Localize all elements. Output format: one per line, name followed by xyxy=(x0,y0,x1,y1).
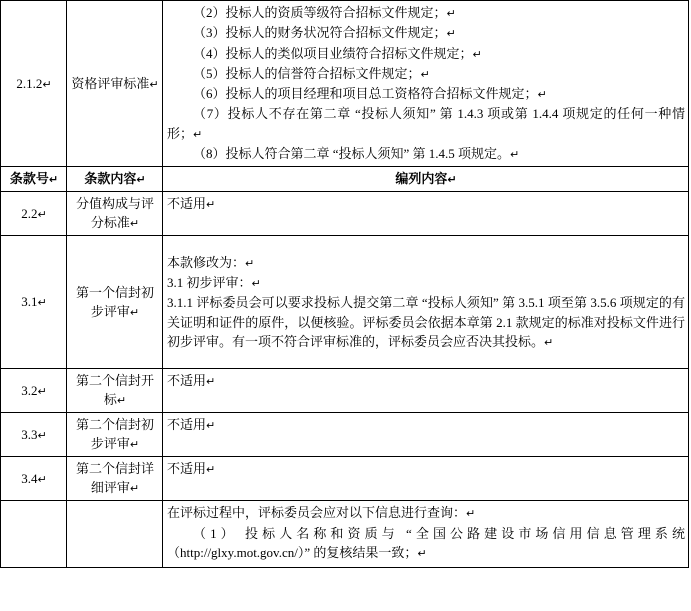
table-row xyxy=(1,457,689,501)
table-row xyxy=(1,236,689,369)
clause-content-cell xyxy=(163,192,689,236)
content-text: 在评标过程中，评标委员会应对以下信息进行查询： xyxy=(167,505,467,521)
pilcrow-mark: ↵ xyxy=(193,127,203,141)
content-line xyxy=(167,293,685,352)
clause-number: 3.1 xyxy=(21,294,38,310)
content-line xyxy=(167,459,685,479)
clause-title: 第二个信封初步评审 xyxy=(75,417,154,452)
pilcrow-mark: ↵ xyxy=(42,77,52,91)
table-row xyxy=(1,192,689,236)
pilcrow-mark: ↵ xyxy=(251,276,261,290)
content-line xyxy=(167,104,685,144)
pilcrow-mark: ↵ xyxy=(129,438,140,452)
clause-number: 2.1.2 xyxy=(16,75,43,91)
pilcrow-mark: ↵ xyxy=(245,256,255,270)
content-line xyxy=(167,84,685,104)
content-line xyxy=(167,194,685,214)
table-row xyxy=(1,369,689,413)
pilcrow-mark: ↵ xyxy=(206,375,216,389)
content-text: （5）投标人的信誉符合招标文件规定； xyxy=(193,65,421,81)
clause-title: 第二个信封开标 xyxy=(75,373,154,408)
pilcrow-mark: ↵ xyxy=(37,428,47,442)
pilcrow-mark: ↵ xyxy=(544,335,554,349)
clause-number-cell xyxy=(1,1,67,167)
pilcrow-mark: ↵ xyxy=(149,77,159,91)
content-text: （8）投标人符合第二章 “投标人须知” 第 1.4.5 项规定。 xyxy=(193,146,511,162)
clause-number-cell xyxy=(1,413,67,457)
clause-title: 第二个信封详细评审 xyxy=(75,461,154,496)
pilcrow-mark: ↵ xyxy=(129,305,140,319)
header-text: 条款内容 xyxy=(84,171,137,187)
clause-title: 第一个信封初步评审 xyxy=(75,284,154,319)
content-text: 不适用 xyxy=(167,373,207,389)
content-text: （6）投标人的项目经理和项目总工资格符合招标文件规定； xyxy=(193,86,538,102)
content-text: （4）投标人的类似项目业绩符合招标文件规定； xyxy=(193,45,473,61)
clause-number-cell xyxy=(1,501,67,568)
clause-content-cell xyxy=(163,369,689,413)
clause-content-cell xyxy=(163,236,689,369)
header-text: 编列内容 xyxy=(395,171,448,187)
content-line xyxy=(167,253,685,273)
pilcrow-mark: ↵ xyxy=(417,546,427,560)
content-line xyxy=(167,273,685,293)
pilcrow-mark: ↵ xyxy=(510,148,520,162)
content-text: 不适用 xyxy=(167,196,207,212)
pilcrow-mark: ↵ xyxy=(129,482,140,496)
clause-number: 2.2 xyxy=(21,205,38,221)
pilcrow-mark: ↵ xyxy=(37,296,47,310)
clause-content-cell xyxy=(163,413,689,457)
clause-title-cell xyxy=(67,1,163,167)
pilcrow-mark: ↵ xyxy=(466,507,476,521)
clause-number-cell xyxy=(1,236,67,369)
header-text: 条款号 xyxy=(9,171,49,187)
pilcrow-mark: ↵ xyxy=(206,463,216,477)
pilcrow-mark: ↵ xyxy=(48,173,59,187)
pilcrow-mark: ↵ xyxy=(37,472,47,486)
pilcrow-mark: ↵ xyxy=(136,173,146,187)
content-line xyxy=(167,371,685,391)
clause-title: 分值构成与评分标准 xyxy=(75,196,154,231)
header-clause-number xyxy=(1,167,67,192)
pilcrow-mark: ↵ xyxy=(37,207,47,221)
content-line xyxy=(167,144,685,164)
pilcrow-mark: ↵ xyxy=(116,394,127,408)
table-header-row xyxy=(1,167,689,192)
content-text: （2）投标人的资质等级符合招标文件规定； xyxy=(193,5,447,20)
content-text: 3.1 初步评审： xyxy=(167,274,252,290)
clause-number: 3.4 xyxy=(21,470,38,486)
clause-number: 3.2 xyxy=(21,382,38,398)
content-line xyxy=(167,23,685,43)
content-line xyxy=(167,503,685,523)
content-text: （1） 投标人名称和资质与 “全国公路建设市场信用信息管理系统（http://glxy.mot.gov.cn/）” 的复核结果一致； xyxy=(167,525,685,560)
clause-title-cell xyxy=(67,501,163,568)
content-text: （3）投标人的财务状况符合招标文件规定； xyxy=(193,25,447,41)
content-text: 不适用 xyxy=(167,417,207,433)
clause-title-cell xyxy=(67,457,163,501)
content-line xyxy=(167,44,685,64)
clause-number-cell xyxy=(1,192,67,236)
content-text: 3.1.1 评标委员会可以要求投标人提交第二章 “投标人须知” 第 3.5.1 项至第 3.5.6 项规定的有关证明和证件的原件，以便核验。评标委员会依据本章第 2.1 款规定的标准对投标文件进行初步评审。有一项不符合评审标准的，评标委员会应否决其投标。 xyxy=(167,295,685,349)
pilcrow-mark: ↵ xyxy=(37,384,47,398)
header-clause-content xyxy=(163,167,689,192)
content-text: （7）投标人不存在第二章 “投标人须知” 第 1.4.3 项或第 1.4.4 项规定的任何一种情形； xyxy=(167,106,685,141)
clause-number: 3.3 xyxy=(21,426,38,442)
content-line xyxy=(167,64,685,84)
content-text: 本款修改为： xyxy=(167,254,246,270)
pilcrow-mark: ↵ xyxy=(447,173,457,187)
pilcrow-mark: ↵ xyxy=(472,47,482,61)
clause-number-cell xyxy=(1,457,67,501)
pilcrow-mark: ↵ xyxy=(206,198,216,212)
table-row xyxy=(1,413,689,457)
pilcrow-mark: ↵ xyxy=(206,419,216,433)
pilcrow-mark: ↵ xyxy=(129,217,140,231)
content-line xyxy=(167,524,685,564)
clause-content-cell xyxy=(163,1,689,167)
clause-number-cell xyxy=(1,369,67,413)
pilcrow-mark: ↵ xyxy=(446,7,456,20)
table-row xyxy=(1,501,689,568)
clause-title-cell xyxy=(67,413,163,457)
content-line xyxy=(167,415,685,435)
pilcrow-mark: ↵ xyxy=(446,27,456,41)
content-text: 不适用 xyxy=(167,461,207,477)
header-clause-title xyxy=(67,167,163,192)
clause-title-cell xyxy=(67,236,163,369)
clause-title-cell xyxy=(67,369,163,413)
clause-content-cell xyxy=(163,501,689,568)
clause-content-cell xyxy=(163,457,689,501)
pilcrow-mark: ↵ xyxy=(420,67,430,81)
clause-title: 资格评审标准 xyxy=(71,75,150,91)
content-line xyxy=(167,3,685,23)
clause-title-cell xyxy=(67,192,163,236)
table-row xyxy=(1,1,689,167)
pilcrow-mark: ↵ xyxy=(537,88,547,102)
